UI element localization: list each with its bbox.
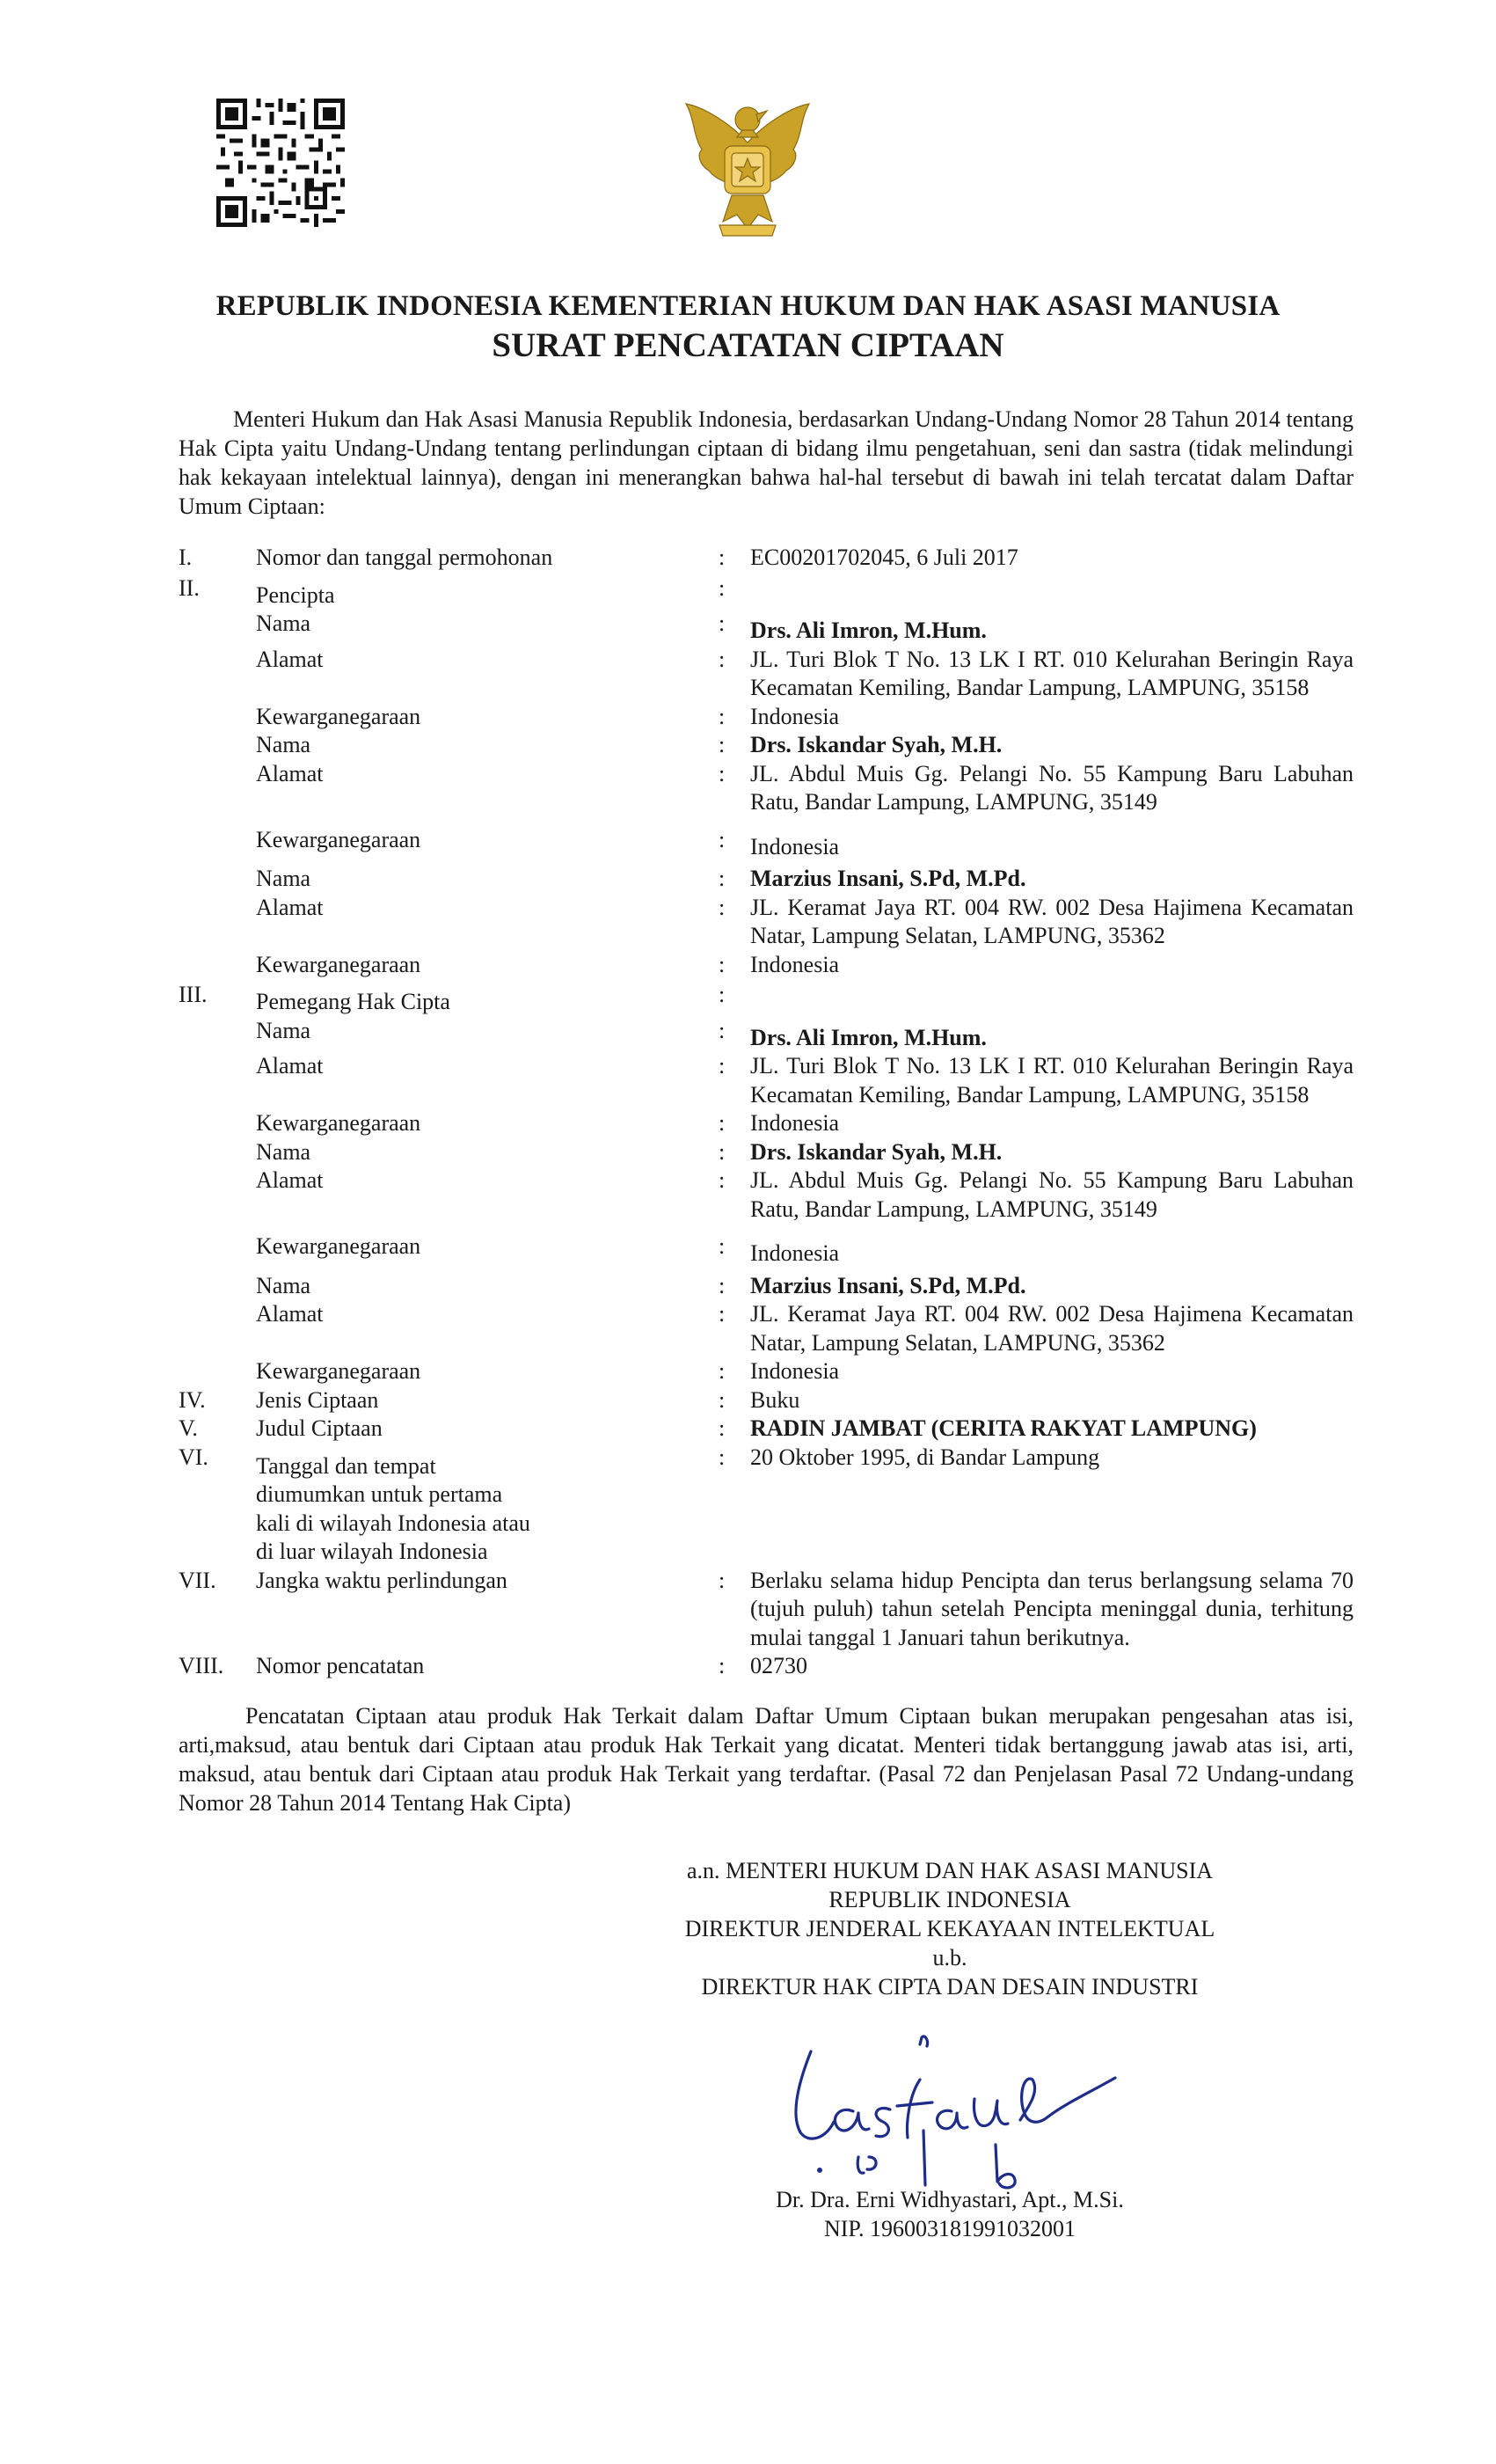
row-number: V. [179, 1415, 198, 1441]
signer-name: Dr. Dra. Erni Widhyastari, Apt., M.Si. [776, 2187, 1124, 2212]
table-row [179, 703, 1354, 732]
creator-name: Marzius Insani, S.Pd, M.Pd. [750, 866, 1026, 891]
colon: : [719, 951, 726, 977]
row-number: II. [179, 574, 200, 601]
holder-address: JL. Turi Blok T No. 13 LK I RT. 010 Kelurahan Beringin Raya Kecamatan Kemiling, Bandar Lampung, LAMPUNG, 35158 [750, 1053, 1354, 1108]
signature-line-2: REPUBLIK INDONESIA [828, 1887, 1071, 1912]
colon: : [719, 646, 726, 672]
table-row [179, 1272, 1354, 1301]
creator-address: JL. Abdul Muis Gg. Pelangi No. 55 Kampung Baru Labuhan Ratu, Bandar Lampung, LAMPUNG, 35149 [750, 760, 1354, 815]
work-title: RADIN JAMBAT (CERITA RAKYAT LAMPUNG) [750, 1415, 1257, 1441]
table-row [179, 982, 1354, 1017]
row-label: Judul Ciptaan [256, 1415, 383, 1441]
row-label: Tanggal dan tempat diumumkan untuk pertama kali di wilayah Indonesia atau di luar wilayah Indonesia [256, 1452, 530, 1564]
colon: : [719, 1386, 726, 1413]
protection-period: Berlaku selama hidup Pencipta dan terus berlangsung selama 70 (tujuh puluh) tahun setelah Pencipta meninggal dunia, terhitung mulai tanggal 1 Januari tahun berikutnya. [750, 1567, 1354, 1650]
colon: : [719, 1053, 726, 1078]
colon: : [719, 1110, 726, 1136]
handwritten-signature [765, 2025, 1117, 2194]
colon: : [719, 611, 726, 636]
intro-paragraph: Menteri Hukum dan Hak Asasi Manusia Republik Indonesia, berdasarkan Undang-Undang Nomor 28 Tahun 2014 tentang Hak Cipta yaitu Undang-Undang tentang perlindungan ciptaan di bidang ilmu pengetahuan, seni dan sastra (tidak melindungi hak kekayaan intelektual lainnya), dengan ini menerangkan bahwa hal-hal tersebut di bawah ini telah tercatat dalam Daftar Umum Ciptaan: [179, 406, 1354, 519]
table-row [179, 1052, 1354, 1109]
creator-citizenship: Indonesia [750, 833, 840, 859]
alamat-label: Alamat [256, 1301, 324, 1327]
signature-line-1: a.n. MENTERI HUKUM DAN HAK ASASI MANUSIA [687, 1858, 1213, 1883]
row-number: VI. [179, 1444, 208, 1470]
table-row [179, 1652, 1354, 1681]
application-number: EC00201702045, 6 Juli 2017 [750, 545, 1018, 570]
alamat-label: Alamat [256, 646, 324, 672]
table-row [179, 760, 1354, 817]
kewarganegaraan-label: Kewarganegaraan [256, 1110, 421, 1136]
colon: : [719, 1138, 726, 1165]
table-row [179, 1017, 1354, 1053]
table-row [179, 544, 1354, 573]
row-number: III. [179, 982, 208, 1007]
row-number: I. [179, 545, 193, 570]
row-label: Jenis Ciptaan [256, 1386, 379, 1413]
colon: : [719, 1653, 726, 1678]
creator-citizenship: Indonesia [750, 703, 840, 729]
creator-citizenship: Indonesia [750, 951, 840, 977]
table-row [179, 951, 1354, 980]
signature-line-4: u.b. [932, 1945, 967, 1970]
colon: : [719, 1233, 726, 1259]
creator-name: Drs. Iskandar Syah, M.H. [750, 732, 1003, 757]
nama-label: Nama [256, 732, 311, 757]
colon: : [719, 1444, 726, 1470]
table-row [179, 1386, 1354, 1415]
table-row [179, 1415, 1354, 1444]
alamat-label: Alamat [256, 760, 324, 786]
kewarganegaraan-label: Kewarganegaraan [256, 951, 421, 977]
signature-block [598, 1856, 1302, 2001]
nama-label: Nama [256, 1272, 311, 1298]
work-type: Buku [750, 1386, 800, 1413]
publication-date-place: 20 Oktober 1995, di Bandar Lampung [750, 1444, 1100, 1470]
table-row [179, 1232, 1354, 1269]
row-number: IV. [179, 1386, 206, 1413]
row-label: Jangka waktu perlindungan [256, 1567, 507, 1593]
table-row [179, 1300, 1354, 1357]
nama-label: Nama [256, 866, 311, 891]
kewarganegaraan-label: Kewarganegaraan [256, 826, 421, 852]
row-label: Pemegang Hak Cipta [256, 989, 450, 1014]
kewarganegaraan-label: Kewarganegaraan [256, 1358, 421, 1384]
row-number: VIII. [179, 1653, 224, 1678]
signer-block [598, 2185, 1302, 2243]
holder-address: JL. Keramat Jaya RT. 004 RW. 002 Desa Hajimena Kecamatan Natar, Lampung Selatan, LAMPUNG, 35362 [750, 1301, 1354, 1356]
signature-line-3: DIREKTUR JENDERAL KEKAYAAN INTELEKTUAL [684, 1916, 1215, 1941]
colon: : [719, 760, 726, 786]
colon: : [719, 703, 726, 729]
row-label: Nomor dan tanggal permohonan [256, 545, 553, 570]
nama-label: Nama [256, 611, 311, 636]
registration-number: 02730 [750, 1653, 807, 1678]
registration-table [179, 544, 1354, 1681]
colon: : [719, 894, 726, 920]
table-row [179, 1109, 1354, 1138]
closing-paragraph: Pencatatan Ciptaan atau produk Hak Terkait dalam Daftar Umum Ciptaan bukan merupakan pengesahan atas isi, arti,maksud, atau bentuk dari Ciptaan atau produk Hak Terkait yang dicatat. Menteri tidak bertanggung jawab atas isi, arti, maksud, atau bentuk dari Ciptaan atau produk Hak Terkait yang terdaftar. (Pasal 72 dan Penjelasan Pasal 72 Undang-undang Nomor 28 Tahun 2014 Tentang Hak Cipta) [179, 1703, 1354, 1816]
header-ministry: REPUBLIK INDONESIA KEMENTERIAN HUKUM DAN HAK ASASI MANUSIA [215, 290, 1281, 322]
colon: : [719, 1567, 726, 1593]
table-row [179, 610, 1354, 646]
row-label: Nomor pencatatan [256, 1653, 425, 1678]
colon: : [719, 866, 726, 891]
creator-address: JL. Turi Blok T No. 13 LK I RT. 010 Kelurahan Beringin Raya Kecamatan Kemiling, Bandar Lampung, LAMPUNG, 35158 [750, 646, 1354, 700]
row-label: Pencipta [256, 581, 335, 608]
holder-citizenship: Indonesia [750, 1240, 840, 1266]
colon: : [719, 826, 726, 852]
table-row [179, 574, 1354, 611]
table-row [179, 826, 1354, 862]
alamat-label: Alamat [256, 1167, 324, 1193]
colon: : [719, 1167, 726, 1193]
holder-address: JL. Abdul Muis Gg. Pelangi No. 55 Kampung Baru Labuhan Ratu, Bandar Lampung, LAMPUNG, 35149 [750, 1167, 1354, 1222]
row-number: VII. [179, 1567, 216, 1593]
holder-name: Drs. Iskandar Syah, M.H. [750, 1138, 1003, 1165]
table-row [179, 1357, 1354, 1386]
holder-name: Drs. Ali Imron, M.Hum. [750, 1024, 987, 1050]
table-row [179, 1166, 1354, 1224]
table-row [179, 646, 1354, 703]
signature-line-5: DIREKTUR HAK CIPTA DAN DESAIN INDUSTRI [701, 1974, 1199, 2000]
signer-nip: NIP. 196003181991032001 [823, 2216, 1076, 2241]
colon: : [719, 1358, 726, 1384]
colon: : [719, 1017, 726, 1043]
colon: : [719, 574, 726, 601]
table-row [179, 731, 1354, 760]
creator-name: Drs. Ali Imron, M.Hum. [750, 618, 987, 643]
kewarganegaraan-label: Kewarganegaraan [256, 1233, 421, 1259]
holder-citizenship: Indonesia [750, 1358, 840, 1384]
garuda-emblem [670, 81, 825, 241]
colon: : [719, 982, 726, 1007]
holder-citizenship: Indonesia [750, 1110, 840, 1136]
table-row [179, 1567, 1354, 1653]
holder-name: Marzius Insani, S.Pd, M.Pd. [750, 1272, 1026, 1298]
table-row [179, 894, 1354, 951]
kewarganegaraan-label: Kewarganegaraan [256, 703, 421, 729]
colon: : [719, 732, 726, 757]
alamat-label: Alamat [256, 1053, 324, 1078]
colon: : [719, 1301, 726, 1327]
nama-label: Nama [256, 1138, 311, 1165]
colon: : [719, 1272, 726, 1298]
alamat-label: Alamat [256, 894, 324, 920]
nama-label: Nama [256, 1017, 311, 1043]
header-title: SURAT PENCATATAN CIPTAAN [492, 326, 1004, 364]
qr-code [216, 99, 345, 227]
colon: : [719, 1415, 726, 1441]
table-row [179, 1444, 1354, 1567]
table-row [179, 1138, 1354, 1167]
colon: : [719, 545, 726, 570]
table-row [179, 865, 1354, 894]
creator-address: JL. Keramat Jaya RT. 004 RW. 002 Desa Hajimena Kecamatan Natar, Lampung Selatan, LAMPUNG, 35362 [750, 894, 1354, 948]
